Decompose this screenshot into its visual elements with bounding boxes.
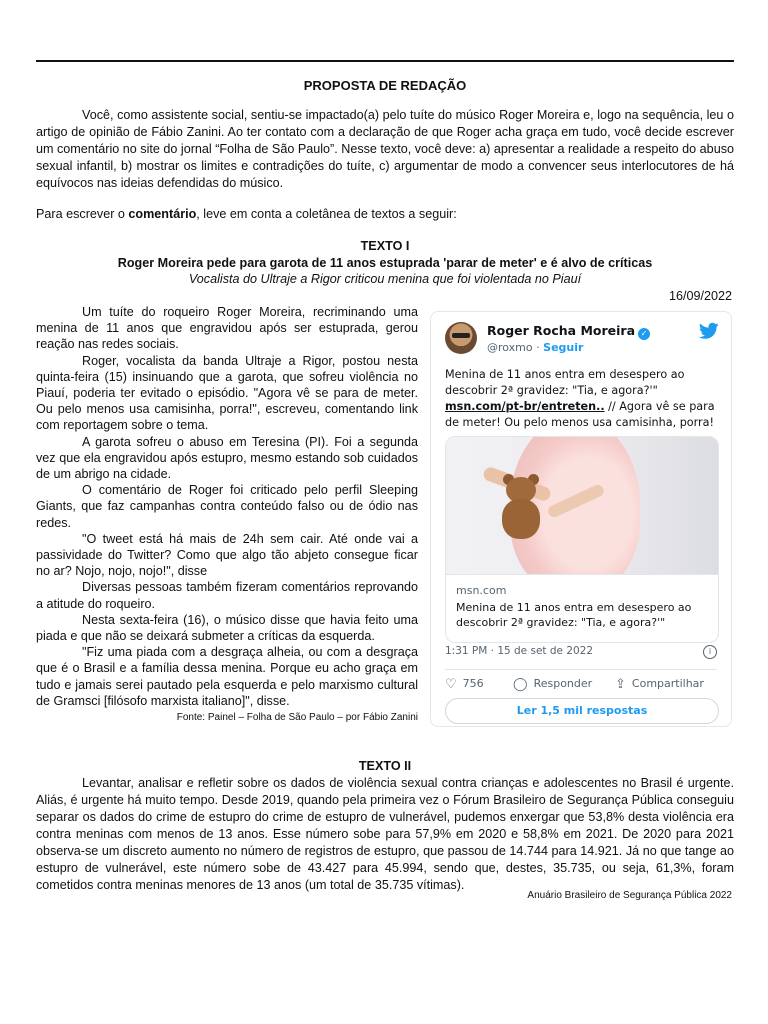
divider bbox=[445, 669, 717, 670]
share-button[interactable] bbox=[615, 677, 704, 692]
instruction-bold: comentário bbox=[128, 207, 197, 221]
avatar[interactable] bbox=[445, 322, 477, 354]
instruction-after: , leve em conta a coletânea de textos a seguir: bbox=[196, 207, 457, 221]
texto1-article bbox=[36, 304, 418, 709]
tweet-text-start: Menina de 11 anos entra em desespero ao descobrir 2ª gravidez: "Tia, e agora?'" bbox=[445, 368, 685, 397]
like-count: 756 bbox=[462, 677, 484, 690]
preview-domain: msn.com bbox=[456, 584, 507, 597]
preview-meta bbox=[446, 574, 718, 643]
article-paragraph: Nesta sexta-feira (16), o músico disse que havia feito uma piada e que não se deixará submeter a críticas da esquerda. bbox=[36, 612, 418, 644]
read-replies-button[interactable]: Ler 1,5 mil respostas bbox=[445, 698, 719, 724]
teddy-bear-shape bbox=[498, 477, 544, 547]
comment-icon: ◯ bbox=[513, 677, 528, 692]
article-paragraph: A garota sofreu o abuso em Teresina (PI). Foi a segunda vez que ela engravidou após estupro, mesmo estando sob cuidados de um abrigo na cidade. bbox=[36, 434, 418, 482]
article-paragraph: Roger, vocalista da banda Ultraje a Rigor, postou nesta quinta-feira (15) insinuando que a garota, que sofreu violência no Piauí, poderia ter evitado o episódio. "Agora vê se para de meter. Ou pelo menos usa camisinha, porra!", escreveu, comentando link com reportagem sobre o tema. bbox=[36, 353, 418, 433]
texto1-subheadline: Vocalista do Ultraje a Rigor criticou menina que foi violentada no Piauí bbox=[188, 272, 582, 286]
texto1-source: Fonte: Painel – Folha de São Paulo – por Fábio Zanini bbox=[176, 712, 418, 723]
article-paragraph: "O tweet está há mais de 24h sem cair. Até onde vai a passividade do Twitter? Como que algo tão abjeto consegue ficar no ar? Nojo, nojo, nojo!", disse bbox=[36, 531, 418, 579]
preview-image bbox=[446, 437, 718, 574]
heart-icon: ♡ bbox=[445, 677, 457, 692]
info-icon[interactable]: i bbox=[703, 645, 717, 659]
tweet-handle-line bbox=[487, 341, 583, 354]
tweet-handle[interactable]: @roxmo bbox=[487, 341, 533, 354]
reply-label: Responder bbox=[533, 677, 593, 690]
tweet-text-end: // Agora vê se para de meter! Ou pelo menos usa camisinha, porra! bbox=[445, 400, 715, 429]
texto1-headline: Roger Moreira pede para garota de 11 anos estuprada 'parar de meter' e é alvo de críticas bbox=[117, 256, 653, 270]
link-preview-card[interactable] bbox=[445, 436, 719, 643]
texto2-source: Anuário Brasileiro de Segurança Pública 2022 bbox=[527, 890, 732, 901]
texto1-label: TEXTO I bbox=[360, 239, 410, 253]
verified-icon: ✓ bbox=[638, 328, 650, 340]
reply-button[interactable] bbox=[513, 677, 592, 692]
texto1-date: 16/09/2022 bbox=[668, 289, 732, 303]
intro-paragraph: Você, como assistente social, sentiu-se impactado(a) pelo tuíte do músico Roger Moreira e, logo na sequência, leu o artigo de opinião de Fábio Zanini. Ao ter contato com a declaração de que Roger acha graça em tudo, você decide escrever um comentário no site do jornal “Folha de São Paulo”. Nesse texto, você deve: a) apresentar a realidade a respeito do abuso sexual infantil, b) mostrar os limites e contradições do tuíte, c) argumentar de modo a convencer seus interlocutores de há equívocos nas ideias defendidas do músico. bbox=[36, 108, 734, 190]
handle-separator: · bbox=[536, 341, 540, 354]
article-paragraph: "Fiz uma piada com a desgraça alheia, ou com a desgraça que é o Brasil e a família dessa menina. Porque eu acho graça em tudo e jamais serei pautado pela esquerda e pelo marxismo cultural de Gramsci [filósofo marxista italiano]", disse. bbox=[36, 645, 418, 708]
tweet-card bbox=[430, 311, 732, 727]
preview-title: Menina de 11 anos entra em desespero ao descobrir 2ª gravidez: "Tia, e agora?'" bbox=[456, 601, 692, 629]
article-paragraph: O comentário de Roger foi criticado pelo perfil Sleeping Giants, que faz campanhas contra conteúdo falso ou de ódio nas redes. bbox=[36, 483, 418, 530]
instruction-before: Para escrever o bbox=[36, 207, 129, 221]
page-title: PROPOSTA DE REDAÇÃO bbox=[303, 78, 467, 93]
article-paragraph: Diversas pessoas também fizeram comentários reprovando a atitude do roqueiro. bbox=[36, 580, 418, 611]
follow-button[interactable]: Seguir bbox=[543, 341, 584, 354]
texto2-body: Levantar, analisar e refletir sobre os dados de violência sexual contra crianças e adolescentes no Brasil é urgente. Aliás, é urgente há muito tempo. Desde 2019, quando pela primeira vez o Fórum Brasileiro de Segurança Pública conseguiu separar os dados do crime de estupro do crime de estupro de vulnerável, pudemos enxergar que 53,8% desta violência era contra meninas com menos de 13 anos. Esse número sobe para 57,9% em 2020 e 58,8% em 2021. De 2020 para 2021 observa-se um discreto aumento no número de registros de estupro, que passou de 14.744 para 14.921. Já no que tange ao estupro de vulnerável, este número sobe de 43.427 para 45.994, sendo que, destes, 35.735, ou seja, 61,3%, foram cometidos contra meninas menores de 13 anos (um total de 35.735 vítimas). bbox=[36, 776, 734, 892]
tweet-author[interactable] bbox=[487, 323, 650, 340]
tweet-text bbox=[445, 367, 720, 431]
tweet-timestamp[interactable]: 1:31 PM · 15 de set de 2022 bbox=[445, 645, 594, 657]
share-icon: ⇪ bbox=[615, 677, 626, 692]
instruction-line bbox=[36, 206, 734, 223]
share-label: Compartilhar bbox=[631, 677, 704, 690]
top-rule bbox=[36, 60, 734, 62]
like-button[interactable] bbox=[445, 677, 484, 692]
texto2-label: TEXTO II bbox=[358, 759, 412, 773]
article-paragraph: Um tuíte do roqueiro Roger Moreira, recriminando uma menina de 11 anos que engravidou após ser estuprada, gerou reação nas redes sociais. bbox=[36, 305, 418, 352]
tweet-author-name: Roger Rocha Moreira bbox=[487, 323, 636, 338]
twitter-bird-icon[interactable] bbox=[699, 322, 719, 340]
tweet-link[interactable]: msn.com/pt-br/entreten.. bbox=[445, 400, 605, 413]
